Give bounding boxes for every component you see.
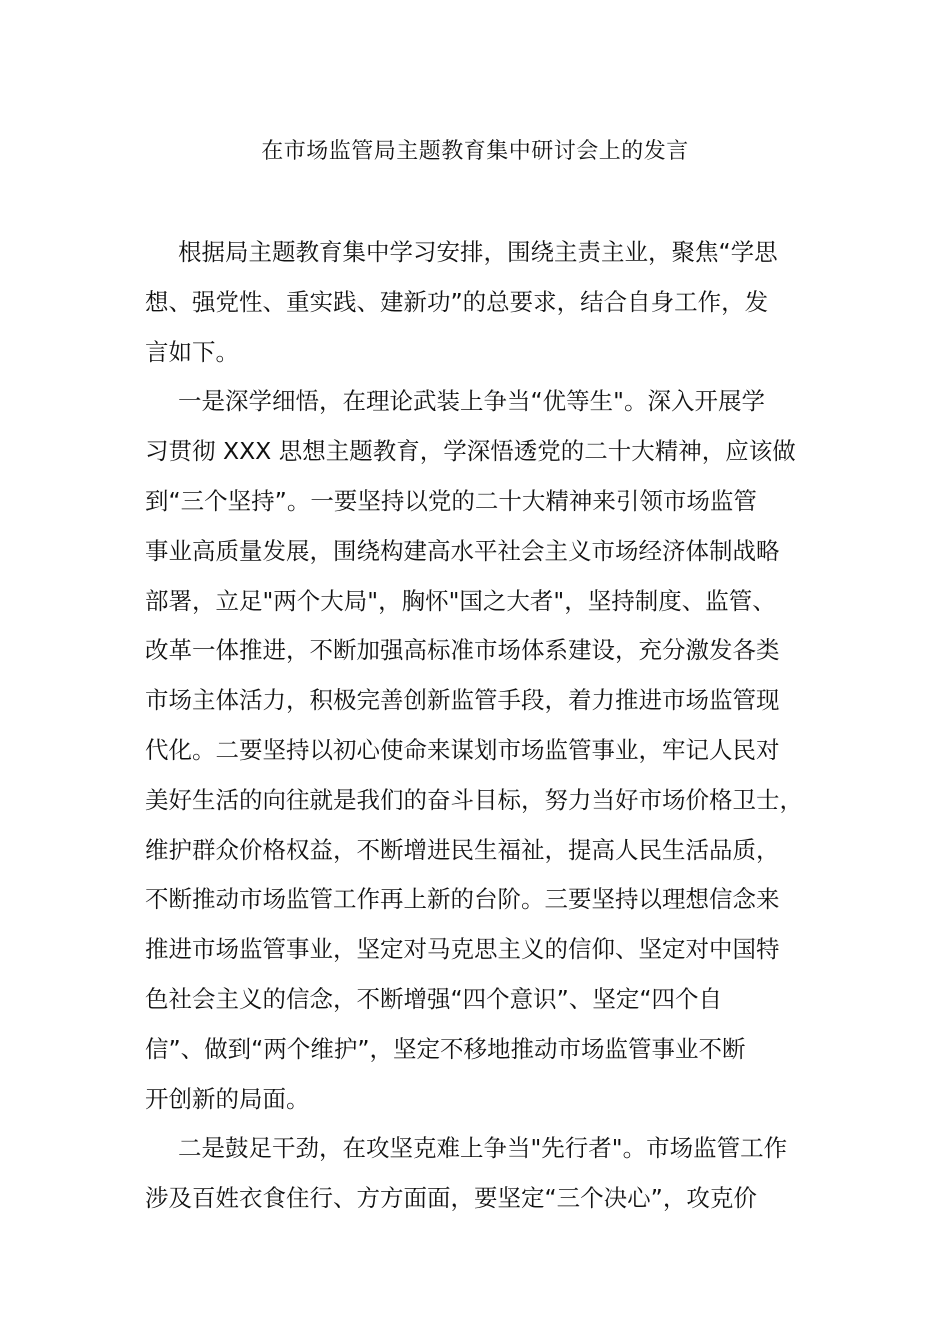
paragraph-tackle-difficulties <box>145 1124 807 1224</box>
text-line: 想、强党性、重实践、建新功”的总要求，结合自身工作，发 <box>145 287 769 316</box>
text-line: 开创新的局面。 <box>145 1084 310 1113</box>
text-line: 色社会主义的信念，不断增强“四个意识”、坚定“四个自 <box>145 984 723 1013</box>
text-line: 一是深学细悟，在理论武装上争当“优等生"。深入开展学 <box>178 387 765 416</box>
text-line: 不断推动市场监管工作再上新的台阶。三要坚持以理想信念来 <box>145 885 780 914</box>
text-line: 市场主体活力，积极完善创新监管手段，着力推进市场监管现 <box>145 686 780 715</box>
text-line: 涉及百姓衣食住行、方方面面，要坚定“三个决心”，攻克价 <box>145 1184 757 1213</box>
document-title: 在市场监管局主题教育集中研讨会上的发言 <box>261 139 689 164</box>
text-line: 改革一体推进，不断加强高标准市场体系建设，充分激发各类 <box>145 636 780 665</box>
paragraph-intro <box>145 228 807 377</box>
text-line: 事业高质量发展，围绕构建高水平社会主义市场经济体制战略 <box>145 536 780 565</box>
document-body <box>145 228 807 1224</box>
text-line: 到“三个坚持”。一要坚持以党的二十大精神来引领市场监管 <box>145 486 757 515</box>
text-line: 根据局主题教育集中学习安排，围绕主责主业，聚焦“学思 <box>178 238 778 266</box>
text-line: 推进市场监管事业，坚定对马克思主义的信仰、坚定对中国特 <box>145 935 780 964</box>
text-line: 美好生活的向往就是我们的奋斗目标，努力当好市场价格卫士， <box>145 785 803 814</box>
text-line: 习贯彻 XXX 思想主题教育，学深悟透党的二十大精神，应该做 <box>145 437 796 466</box>
text-line: 部署，立足"两个大局"，胸怀"国之大者"，坚持制度、监管、 <box>145 586 776 615</box>
text-line: 代化。二要坚持以初心使命来谋划市场监管事业，牢记人民对 <box>145 735 780 764</box>
text-line: 信”、做到“两个维护”，坚定不移地推动市场监管事业不断 <box>145 1034 746 1063</box>
text-line: 维护群众价格权益，不断增进民生福祉，提高人民生活品质， <box>145 835 780 864</box>
text-line: 言如下。 <box>145 337 239 366</box>
paragraph-theory-study <box>145 377 807 1124</box>
text-line: 二是鼓足干劲，在攻坚克难上争当"先行者"。市场监管工作 <box>178 1134 788 1163</box>
